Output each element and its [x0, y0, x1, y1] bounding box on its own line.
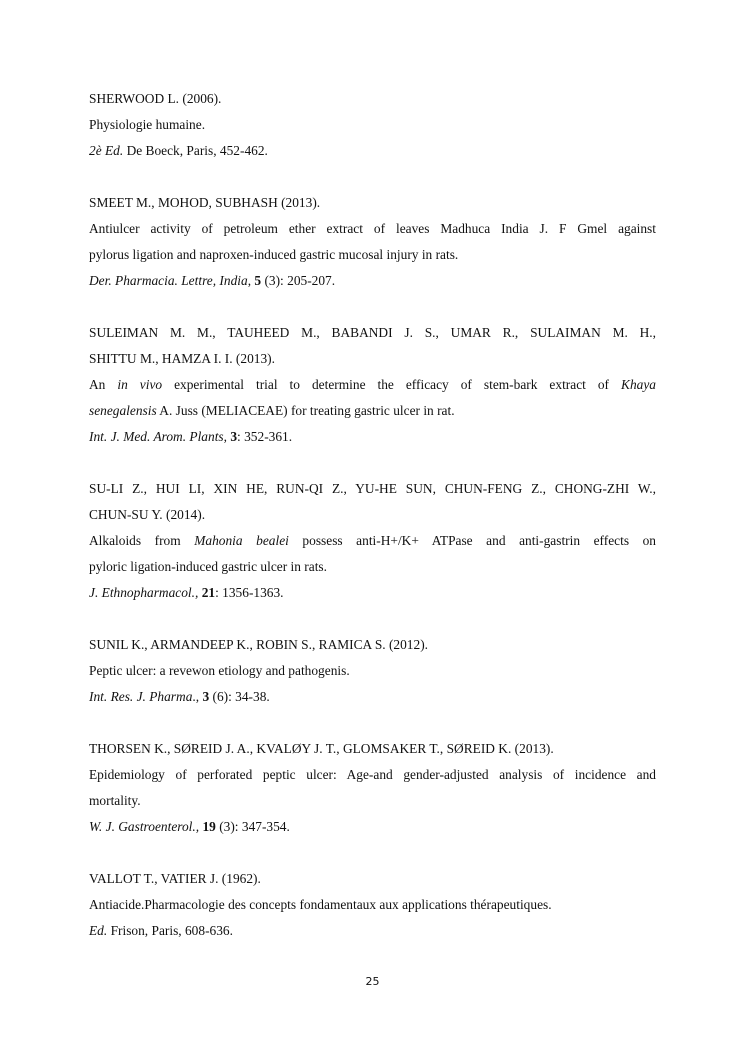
reference-title: pyloric ligation-induced gastric ulcer in rats.	[89, 559, 327, 574]
reference-authors: VALLOT T., VATIER J. (1962).	[89, 871, 261, 886]
species-name: senegalensis	[89, 403, 157, 418]
reference-title: senegalensis A. Juss (MELIACEAE) for treating gastric ulcer in rat.	[89, 403, 455, 418]
reference-title: Peptic ulcer: a revewon etiology and pathogenis.	[89, 663, 350, 678]
reference-source-rest: : 1356-1363.	[215, 585, 284, 600]
reference-source	[89, 580, 656, 606]
reference-title: Antiacide.Pharmacologie des concepts fondamentaux aux applications thérapeutiques.	[89, 897, 552, 912]
reference-authors: SHERWOOD L. (2006).	[89, 91, 222, 106]
reference-authors: SUNIL K., ARMANDEEP K., ROBIN S., RAMICA S. (2012).	[89, 637, 429, 652]
reference-journal: Ed.	[89, 923, 108, 938]
reference-title: Alkaloids from Mahonia bealei possess anti-H+/K+ ATPase and anti-gastrin effects on	[89, 533, 657, 548]
reference-title: Physiologie humaine.	[89, 117, 206, 132]
reference-source	[89, 684, 656, 710]
reference-source-rest: De Boeck, Paris, 452-462.	[123, 143, 268, 158]
reference-entry	[89, 736, 656, 840]
reference-journal: W. J. Gastroenterol.,	[89, 819, 200, 834]
species-name: Khaya	[621, 377, 656, 392]
reference-journal: Int. Res. J. Pharma	[89, 689, 193, 704]
reference-authors: SHITTU M., HAMZA I. I. (2013).	[89, 351, 275, 366]
reference-source-rest: : 352-361.	[237, 429, 293, 444]
reference-entry	[89, 632, 656, 710]
reference-volume: 5	[254, 273, 262, 288]
reference-entry	[89, 476, 656, 606]
reference-entry	[89, 86, 656, 164]
reference-source	[89, 424, 656, 450]
reference-source-rest: (6): 34-38.	[209, 689, 270, 704]
reference-entry	[89, 320, 656, 450]
reference-journal: Der. Pharmacia. Lettre, India	[89, 273, 248, 288]
reference-volume: 3	[202, 689, 210, 704]
reference-source-rest: Frison, Paris, 608-636.	[107, 923, 233, 938]
reference-title: Antiulcer activity of petroleum ether extract of leaves Madhuca India J. F Gmel against	[89, 221, 656, 236]
species-name: in vivo	[117, 377, 163, 392]
reference-separator: .,	[192, 689, 203, 704]
reference-authors: CHUN-SU Y. (2014).	[89, 507, 206, 522]
reference-source-rest: (3): 347-354.	[215, 819, 290, 834]
reference-source	[89, 918, 656, 944]
reference-entry	[89, 866, 656, 944]
species-name: Mahonia bealei	[194, 533, 289, 548]
reference-source-rest: (3): 205-207.	[261, 273, 336, 288]
reference-volume: 19	[202, 819, 216, 834]
reference-authors: THORSEN K., SØREID J. A., KVALØY J. T., GLOMSAKER T., SØREID K. (2013).	[89, 741, 554, 756]
reference-journal: Int. J. Med. Arom. Plants	[89, 429, 224, 444]
reference-source	[89, 138, 656, 164]
reference-title: Epidemiology of perforated peptic ulcer: Age-and gender-adjusted analysis of incidence and	[89, 767, 656, 782]
reference-journal: 2è Ed.	[89, 143, 124, 158]
reference-title: mortality.	[89, 793, 141, 808]
reference-separator: ,	[247, 273, 255, 288]
reference-source	[89, 268, 656, 294]
reference-authors: SU-LI Z., HUI LI, XIN HE, RUN-QI Z., YU-HE SUN, CHUN-FENG Z., CHONG-ZHI W.,	[89, 481, 656, 496]
reference-journal: J. Ethnopharmacol.,	[89, 585, 199, 600]
reference-title: An in vivo experimental trial to determine the efficacy of stem-bark extract of Khaya	[89, 377, 656, 392]
reference-separator: ,	[223, 429, 231, 444]
reference-source	[89, 814, 656, 840]
reference-list	[89, 86, 656, 970]
reference-title: pylorus ligation and naproxen-induced gastric mucosal injury in rats.	[89, 247, 459, 262]
reference-authors: SULEIMAN M. M., TAUHEED M., BABANDI J. S., UMAR R., SULAIMAN M. H.,	[89, 325, 656, 340]
reference-volume: 21	[201, 585, 216, 600]
reference-entry	[89, 190, 656, 294]
page-number: 25	[365, 975, 380, 988]
reference-volume: 3	[230, 429, 238, 444]
reference-authors: SMEET M., MOHOD, SUBHASH (2013).	[89, 195, 321, 210]
